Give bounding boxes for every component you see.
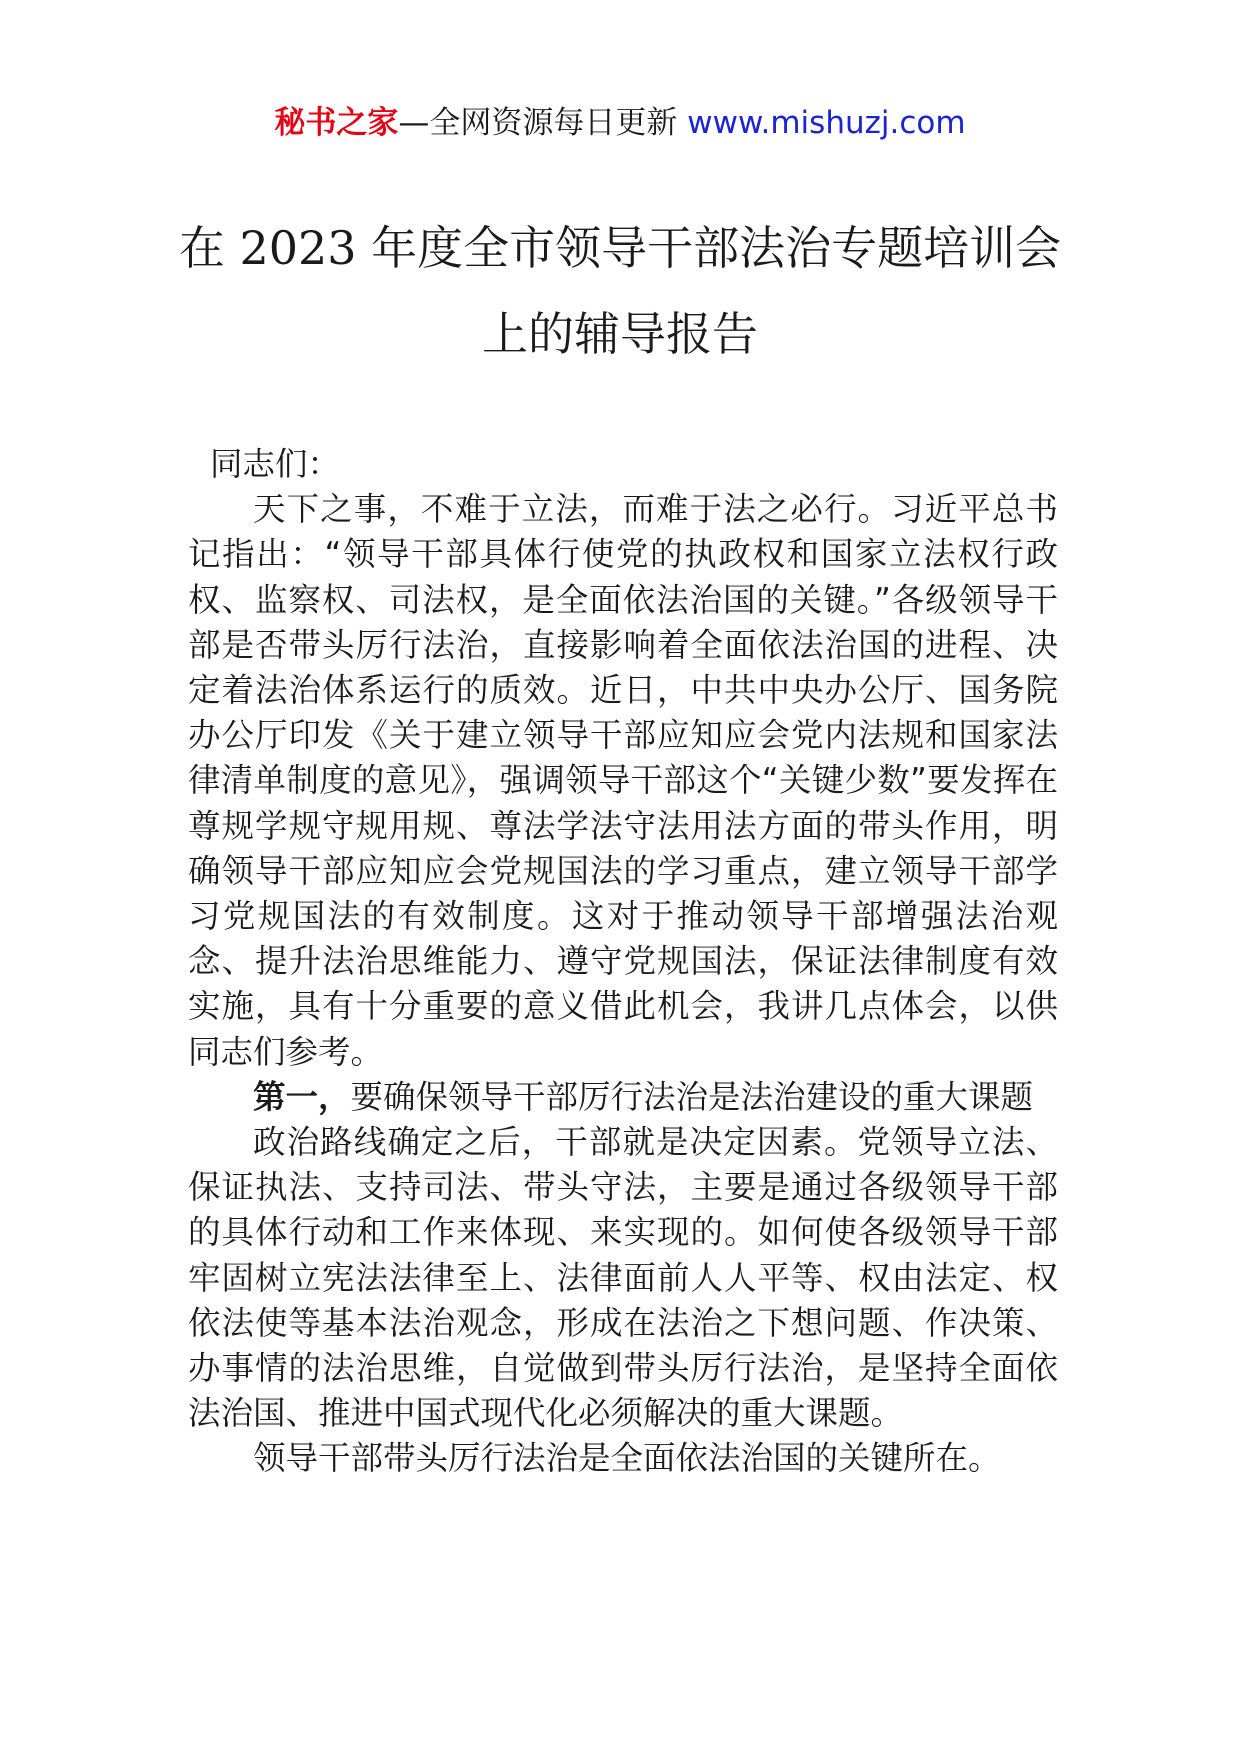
section-heading-lead: 第一， bbox=[253, 1077, 351, 1116]
salutation: 同志们： bbox=[210, 445, 341, 483]
header-tagline: —全网资源每日更新 bbox=[398, 105, 688, 141]
paragraph: 政治路线确定之后，干部就是决定因素。党领导立法、保证执法、支持司法、带头守法，主要是通过各级领导干部的具体行动和工作来体现、来实现的。如何使各级领导干部牢固树立宪法法律至上、法律面前人人平等、权由法定、权依法使等基本法治观念，形成在法治之下想问题、作决策、办事情的法治思维，自觉做到带头厉行法治，是坚持全面依法治国、推进中国式现代化必须解决的重大课题。 bbox=[188, 1123, 1058, 1433]
brand-name: 秘书之家 bbox=[274, 105, 399, 141]
document-body bbox=[188, 442, 1058, 1482]
document-title bbox=[0, 221, 1240, 361]
title-line-1: 在 2023 年度全市领导干部法治专题培训会 bbox=[178, 221, 1062, 275]
title-line-2: 上的辅导报告 bbox=[482, 307, 758, 361]
site-url-link[interactable]: www.mishuzj.com bbox=[687, 105, 966, 141]
site-header bbox=[0, 103, 1240, 143]
paragraph: 领导干部带头厉行法治是全面依法治国的关键所在。 bbox=[253, 1439, 1001, 1478]
section-heading-1 bbox=[188, 1075, 1058, 1120]
section-heading-text: 要确保领导干部厉行法治是法治建设的重大课题 bbox=[350, 1077, 1034, 1116]
paragraph: 天下之事，不难于立法，而难于法之必行。习近平总书记指出：“领导干部具体行使党的执政权和国家立法权行政权、监察权、司法权，是全面依法治国的关键。”各级领导干部是否带头厉行法治，直接影响着全面依法治国的进程、决定着法治体系运行的质效。近日，中共中央办公厅、国务院办公厅印发《关于建立领导干部应知应会党内法规和国家法律清单制度的意见》，强调领导干部这个“关键少数”要发挥在尊规学规守规用规、尊法学法守法用法方面的带头作用，明确领导干部应知应会党规国法的学习重点，建立领导干部学习党规国法的有效制度。这对于推动领导干部增强法治观念、提升法治思维能力、遵守党规国法，保证法律制度有效实施，具有十分重要的意义借此机会，我讲几点体会，以供同志们参考。 bbox=[188, 490, 1058, 1071]
